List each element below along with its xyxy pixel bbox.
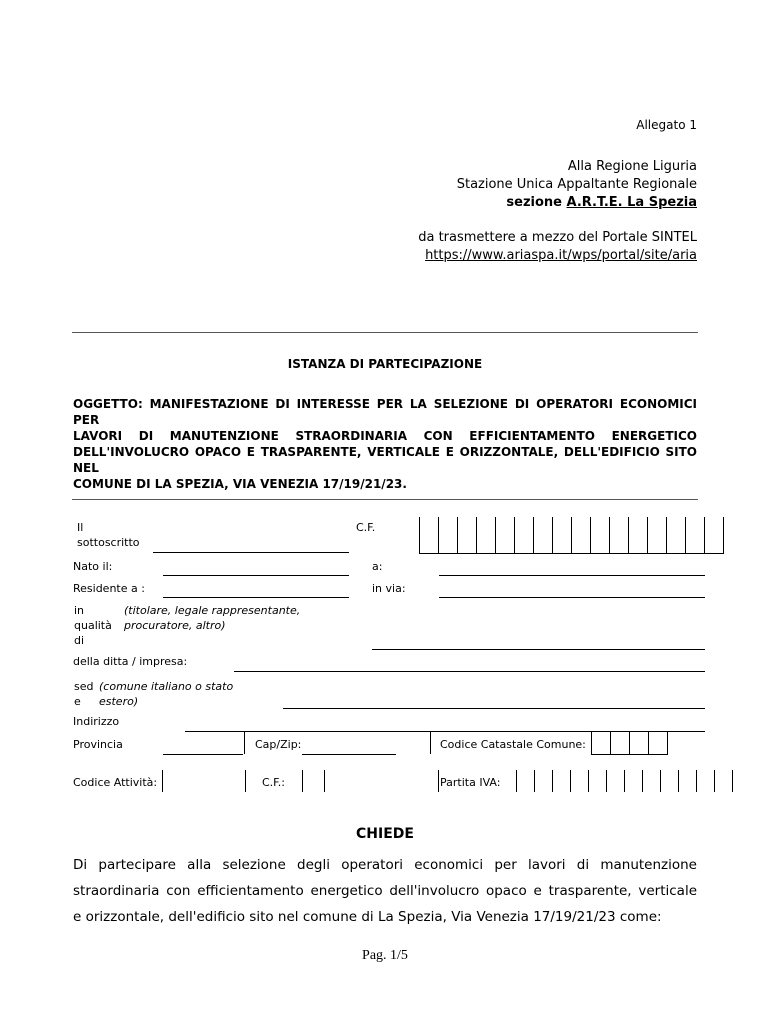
- arte-link[interactable]: A.R.T.E. La Spezia: [566, 195, 697, 210]
- il-label: Il: [77, 521, 84, 534]
- divider-top: [72, 332, 698, 333]
- allegato-label: Allegato 1: [636, 118, 697, 132]
- cf2-sep: [438, 770, 439, 792]
- transmit-url-link[interactable]: https://www.ariaspa.it/wps/portal/site/aria: [425, 248, 697, 263]
- residente-label: Residente a :: [73, 582, 145, 595]
- sede-field[interactable]: [283, 708, 705, 709]
- nato-il-field[interactable]: [163, 575, 349, 576]
- addressee-line3: sezione A.R.T.E. La Spezia: [506, 195, 697, 210]
- ditta-field[interactable]: [234, 671, 705, 672]
- cap-sep: [430, 732, 431, 754]
- in-via-label: in via:: [372, 582, 406, 595]
- chiede-body: [73, 852, 697, 930]
- cap-field[interactable]: [302, 754, 396, 755]
- cf2-boxes[interactable]: [302, 770, 325, 792]
- a-label: a:: [372, 560, 383, 573]
- codice-attivita-box-left: [162, 770, 163, 792]
- oggetto-line4: COMUNE DI LA SPEZIA, VIA VENEZIA 17/19/21/23.: [73, 477, 407, 491]
- provincia-label: Provincia: [73, 738, 123, 751]
- residente-field[interactable]: [163, 597, 349, 598]
- qualita-note: (titolare, legale rappresentante, procuratore, altro): [124, 604, 301, 632]
- oggetto-block: [73, 396, 697, 492]
- chiede-line2: straordinaria con efficientamento energetico dell'involucro opaco e trasparente, verticale: [73, 883, 697, 899]
- cf-boxes[interactable]: [419, 517, 724, 554]
- chiede-line1: Di partecipare alla selezione degli operatori economici per lavori di manutenzione: [73, 857, 697, 873]
- indirizzo-label: Indirizzo: [73, 715, 120, 728]
- qualita-label: in qualità di: [74, 604, 112, 647]
- oggetto-line2: LAVORI DI MANUTENZIONE STRAORDINARIA CON EFFICIENTAMENTO ENERGETICO: [73, 429, 697, 443]
- divider-form: [72, 499, 698, 500]
- codice-attivita-box-right: [245, 770, 246, 792]
- sede-label: sed e: [74, 680, 94, 708]
- partita-iva-boxes[interactable]: [516, 770, 733, 792]
- codice-attivita-label: Codice Attività:: [73, 776, 158, 789]
- addressee-block: [457, 158, 697, 212]
- transmit-block: [418, 229, 697, 265]
- partita-iva-label: Partita IVA:: [440, 776, 501, 789]
- chiede-title: CHIEDE: [356, 826, 414, 842]
- provincia-sep: [244, 732, 245, 754]
- codice-catastale-boxes[interactable]: [591, 732, 668, 755]
- nato-il-label: Nato il:: [73, 560, 113, 573]
- cap-label: Cap/Zip:: [255, 738, 302, 751]
- luogo-nascita-field[interactable]: [439, 575, 705, 576]
- cf-label: C.F.: [356, 521, 376, 534]
- provincia-field[interactable]: [163, 754, 243, 755]
- cf2-label: C.F.:: [262, 776, 285, 789]
- page-number: Pag. 1/5: [362, 948, 408, 963]
- via-field[interactable]: [439, 597, 705, 598]
- document-title: ISTANZA DI PARTECIPAZIONE: [287, 357, 483, 371]
- sottoscritto-label: sottoscritto: [77, 536, 140, 549]
- qualita-field[interactable]: [372, 649, 705, 650]
- addressee-line2: Stazione Unica Appaltante Regionale: [456, 177, 697, 192]
- oggetto-line3: DELL'INVOLUCRO OPACO E TRASPARENTE, VERTICALE E ORIZZONTALE, DELL'EDIFICIO SITO NEL: [73, 445, 697, 475]
- sottoscritto-field[interactable]: [153, 552, 349, 553]
- addressee-line1: Alla Regione Liguria: [567, 159, 697, 174]
- sede-note: (comune italiano o stato estero): [99, 680, 234, 708]
- transmit-line: da trasmettere a mezzo del Portale SINTEL: [418, 230, 697, 245]
- oggetto-line1: OGGETTO: MANIFESTAZIONE DI INTERESSE PER LA SELEZIONE DI OPERATORI ECONOMICI PER: [73, 397, 697, 427]
- ditta-label: della ditta / impresa:: [73, 655, 188, 668]
- codice-catastale-label: Codice Catastale Comune:: [440, 738, 586, 751]
- chiede-line3: e orizzontale, dell'edificio sito nel comune di La Spezia, Via Venezia 17/19/21/23 come:: [73, 909, 662, 925]
